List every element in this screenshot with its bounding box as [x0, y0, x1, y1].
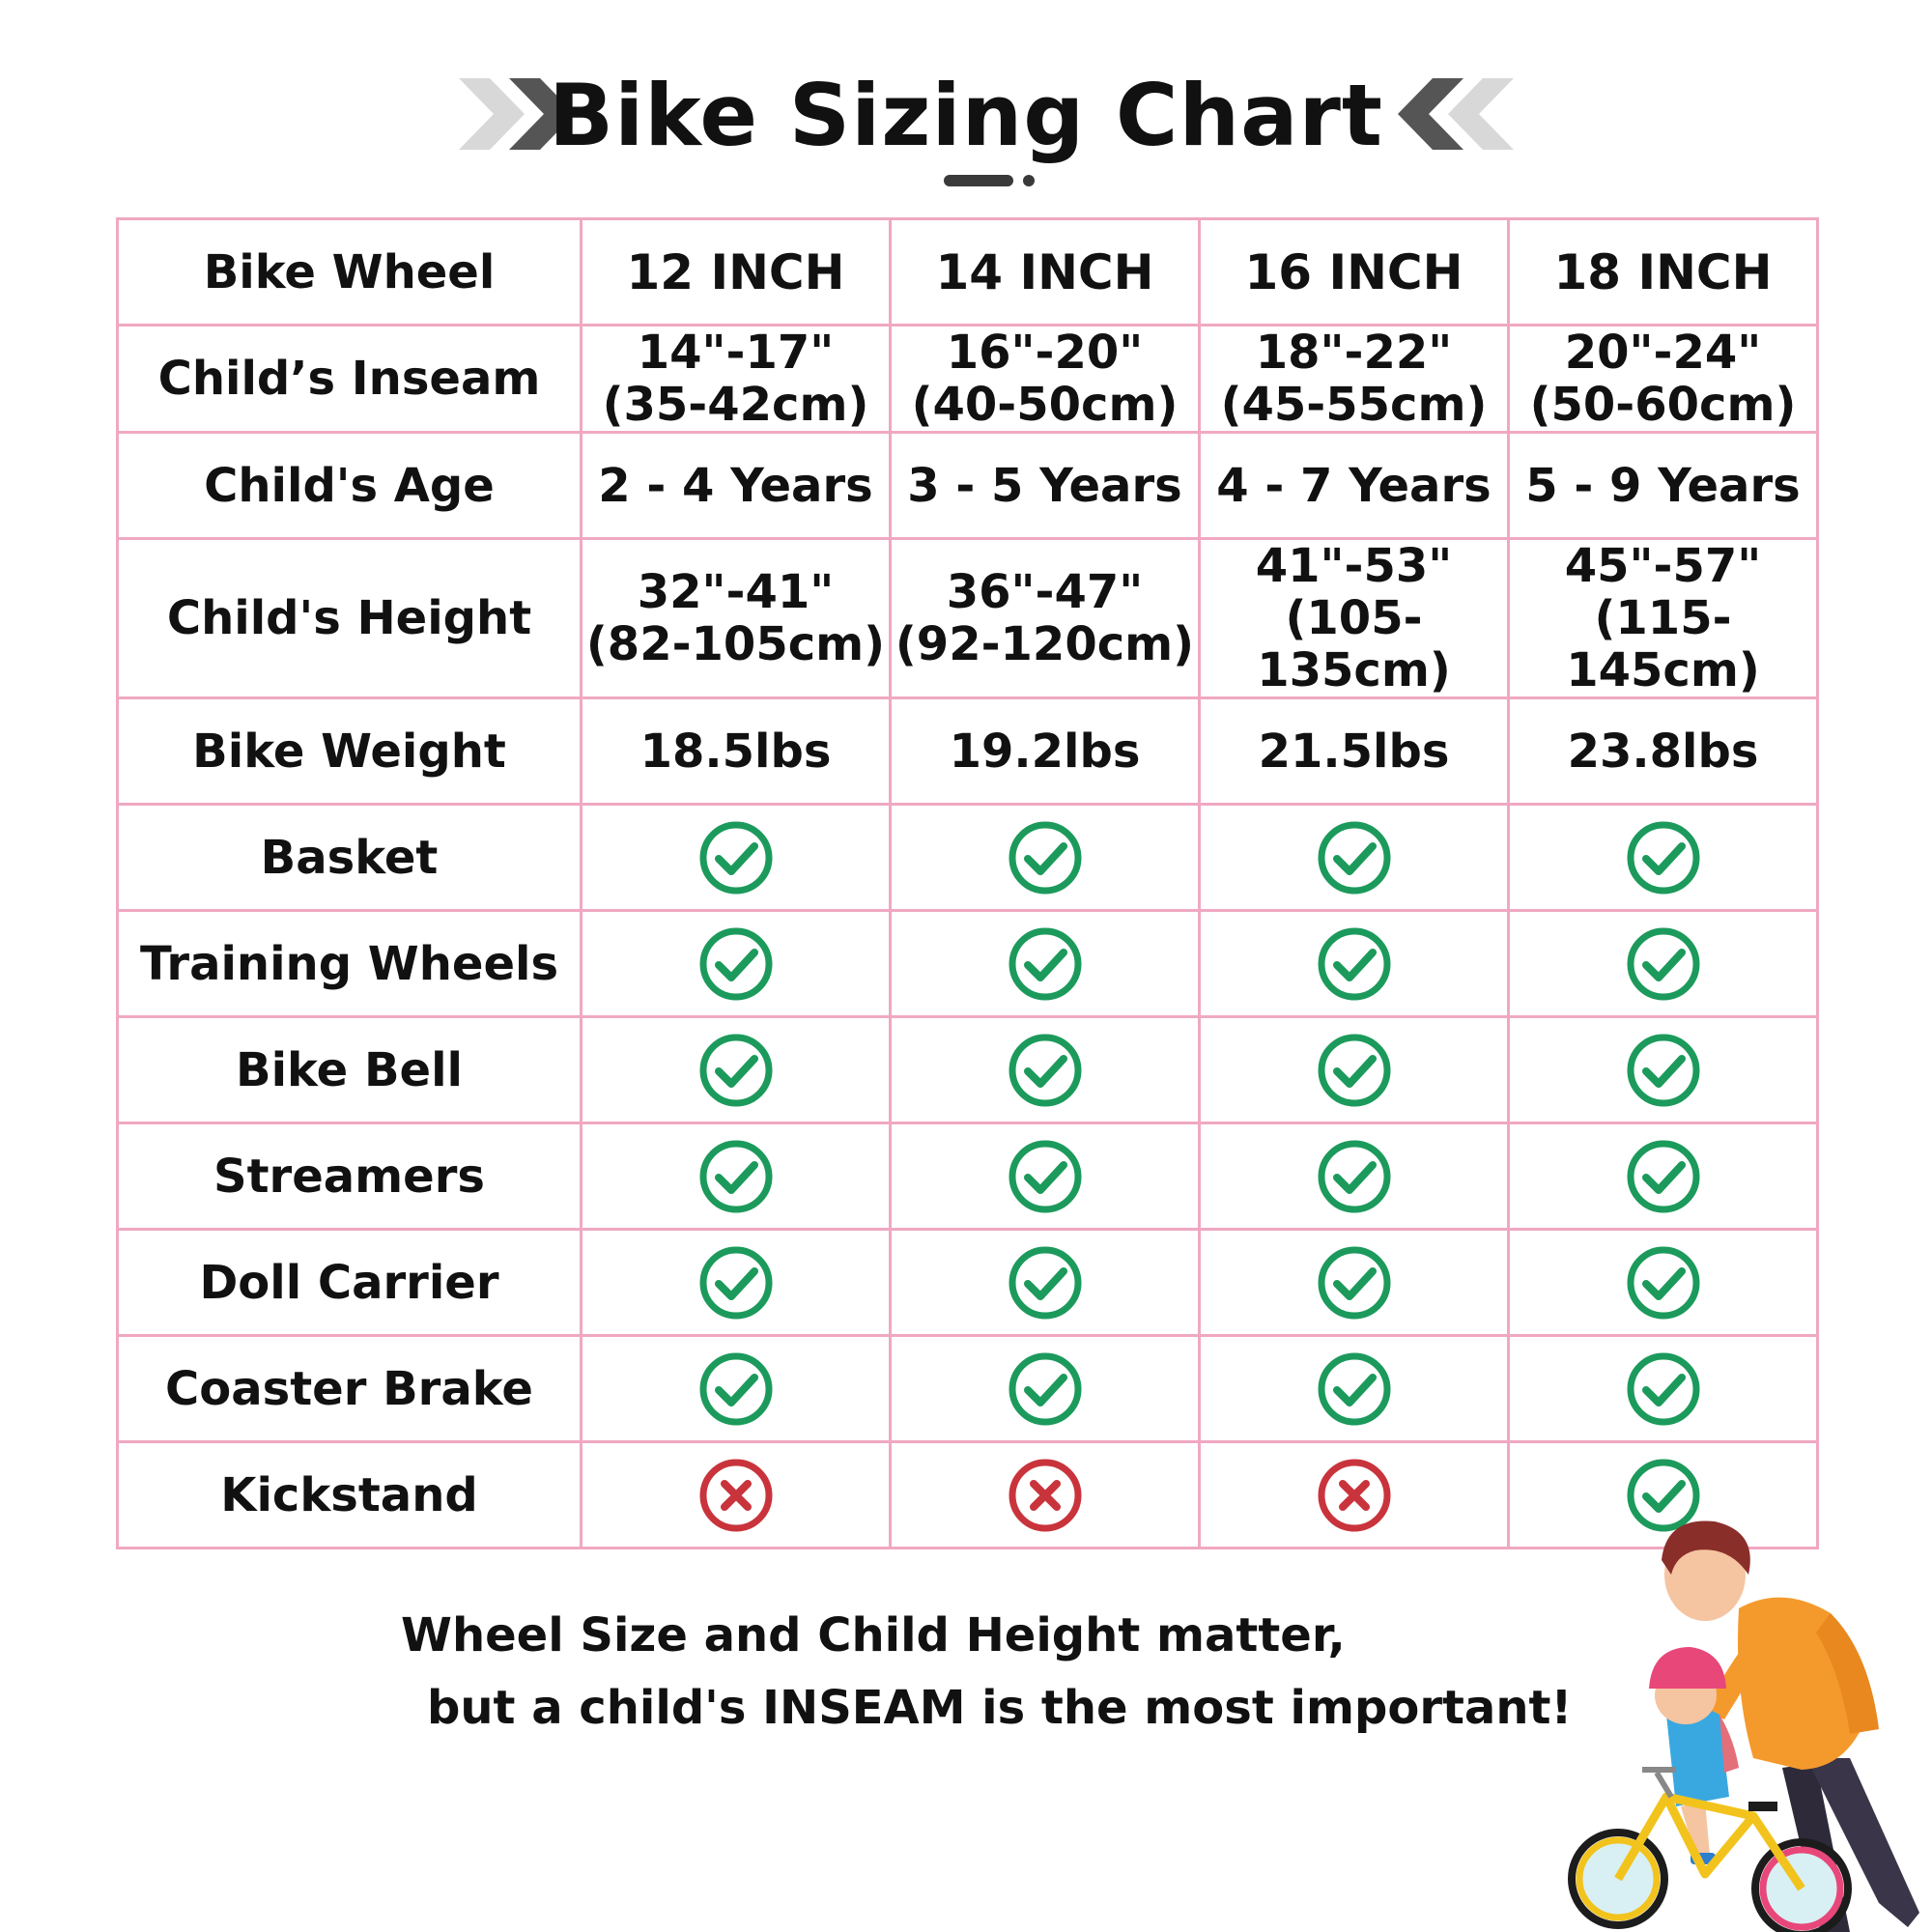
- feature-cell: [582, 911, 891, 1017]
- footer-note-line-1: Wheel Size and Child Height matter,: [401, 1608, 1346, 1662]
- footer-note-line-2: but a child's INSEAM is the most important!: [427, 1681, 1573, 1735]
- row-label: Kickstand: [118, 1442, 582, 1548]
- green-check-circle-icon: [1007, 1138, 1084, 1215]
- green-check-circle-icon: [697, 819, 775, 896]
- feature-cell: [1200, 1123, 1509, 1230]
- table-cell: [582, 539, 891, 698]
- green-check-circle-icon: [1625, 1350, 1702, 1428]
- feature-cell: [1509, 1123, 1818, 1230]
- feature-cell: [891, 805, 1200, 911]
- cell-line: (115-145cm): [1566, 591, 1760, 697]
- cell-line: (35-42cm): [602, 378, 869, 432]
- green-check-circle-icon: [1316, 1244, 1393, 1321]
- cell-line: (92-120cm): [895, 617, 1195, 671]
- feature-cell: [582, 1017, 891, 1123]
- table-row: [118, 433, 1818, 539]
- page-title: Bike Sizing Chart: [549, 66, 1383, 165]
- feature-cell: [1200, 911, 1509, 1017]
- feature-cell: [1200, 805, 1509, 911]
- cell-line: 14"-17": [637, 326, 835, 380]
- table-cell: [1509, 698, 1818, 805]
- table-cell: [1509, 326, 1818, 433]
- red-x-circle-icon: [1316, 1457, 1393, 1534]
- feature-cell: [891, 911, 1200, 1017]
- row-label: Bike Bell: [118, 1017, 582, 1123]
- table-cell: [1200, 698, 1509, 805]
- table-row: [118, 539, 1818, 698]
- cell-line: (82-105cm): [585, 617, 886, 671]
- parent-child-bike-illustration: [1560, 1517, 1932, 1932]
- feature-cell: [1509, 1336, 1818, 1442]
- wheel-size-header: 12 INCH: [582, 219, 891, 326]
- cell-line: 2 - 4 Years: [598, 458, 873, 513]
- feature-cell: [891, 1017, 1200, 1123]
- bike-sizing-table: [116, 217, 1819, 1549]
- table-row-bike-wheel: [118, 219, 1818, 326]
- green-check-circle-icon: [1316, 1350, 1393, 1428]
- cell-line: (40-50cm): [911, 378, 1179, 432]
- cell-line: 21.5lbs: [1258, 724, 1450, 779]
- green-check-circle-icon: [1316, 1138, 1393, 1215]
- green-check-circle-icon: [697, 1244, 775, 1321]
- green-check-circle-icon: [1007, 1350, 1084, 1428]
- feature-cell: [891, 1442, 1200, 1548]
- cell-line: 41"-53": [1255, 539, 1453, 593]
- feature-cell: [891, 1230, 1200, 1336]
- table-row: [118, 805, 1818, 911]
- feature-cell: [1509, 805, 1818, 911]
- red-x-circle-icon: [1007, 1457, 1084, 1534]
- table-cell: [582, 698, 891, 805]
- table-cell: [582, 326, 891, 433]
- green-check-circle-icon: [1316, 1032, 1393, 1109]
- feature-cell: [1509, 1017, 1818, 1123]
- row-label: Child’s Inseam: [118, 326, 582, 433]
- cell-line: 23.8lbs: [1567, 724, 1759, 779]
- cell-line: 45"-57": [1564, 539, 1762, 593]
- feature-cell: [582, 1123, 891, 1230]
- table-row: [118, 1123, 1818, 1230]
- green-check-circle-icon: [697, 925, 775, 1003]
- table-cell: [1509, 433, 1818, 539]
- feature-cell: [1200, 1230, 1509, 1336]
- row-label: Bike Weight: [118, 698, 582, 805]
- cell-line: 32"-41": [637, 565, 835, 619]
- row-label: Doll Carrier: [118, 1230, 582, 1336]
- header: [0, 53, 1932, 198]
- row-label: Training Wheels: [118, 911, 582, 1017]
- cell-line: 3 - 5 Years: [907, 458, 1182, 513]
- cell-line: (50-60cm): [1529, 378, 1797, 432]
- feature-cell: [1200, 1442, 1509, 1548]
- table-row: [118, 911, 1818, 1017]
- green-check-circle-icon: [1625, 1032, 1702, 1109]
- feature-cell: [582, 1336, 891, 1442]
- row-label: Bike Wheel: [118, 219, 582, 326]
- feature-cell: [582, 1230, 891, 1336]
- green-check-circle-icon: [1625, 1244, 1702, 1321]
- table-cell: [891, 539, 1200, 698]
- cell-line: 18.5lbs: [639, 724, 832, 779]
- green-check-circle-icon: [697, 1138, 775, 1215]
- double-chevron-left-icon: [1388, 71, 1514, 157]
- green-check-circle-icon: [1625, 925, 1702, 1003]
- feature-cell: [1509, 911, 1818, 1017]
- cell-line: 19.2lbs: [949, 724, 1141, 779]
- row-label: Streamers: [118, 1123, 582, 1230]
- green-check-circle-icon: [1007, 1244, 1084, 1321]
- row-label: Basket: [118, 805, 582, 911]
- cell-line: 18"-22": [1255, 326, 1453, 380]
- table-cell: [1509, 539, 1818, 698]
- feature-cell: [891, 1123, 1200, 1230]
- table-cell: [891, 326, 1200, 433]
- table-cell: [891, 698, 1200, 805]
- green-check-circle-icon: [1316, 925, 1393, 1003]
- feature-cell: [891, 1336, 1200, 1442]
- green-check-circle-icon: [697, 1032, 775, 1109]
- table-cell: [1200, 326, 1509, 433]
- feature-cell: [1509, 1230, 1818, 1336]
- title-underline: [942, 171, 1038, 190]
- cell-line: 20"-24": [1564, 326, 1762, 380]
- table-cell: [1200, 433, 1509, 539]
- cell-line: 5 - 9 Years: [1525, 458, 1801, 513]
- feature-cell: [1200, 1017, 1509, 1123]
- table-row: [118, 326, 1818, 433]
- green-check-circle-icon: [1007, 925, 1084, 1003]
- table-row: [118, 1230, 1818, 1336]
- wheel-size-header: 16 INCH: [1200, 219, 1509, 326]
- cell-line: 36"-47": [946, 565, 1144, 619]
- cell-line: (105-135cm): [1257, 591, 1451, 697]
- green-check-circle-icon: [697, 1350, 775, 1428]
- cell-line: (45-55cm): [1220, 378, 1488, 432]
- green-check-circle-icon: [1007, 819, 1084, 896]
- table-row: [118, 1017, 1818, 1123]
- table-cell: [891, 433, 1200, 539]
- table-cell: [582, 433, 891, 539]
- green-check-circle-icon: [1625, 1138, 1702, 1215]
- feature-cell: [1200, 1336, 1509, 1442]
- table-row: [118, 1336, 1818, 1442]
- green-check-circle-icon: [1007, 1032, 1084, 1109]
- green-check-circle-icon: [1316, 819, 1393, 896]
- row-label: Child's Age: [118, 433, 582, 539]
- wheel-size-header: 18 INCH: [1509, 219, 1818, 326]
- red-x-circle-icon: [697, 1457, 775, 1534]
- table-row: [118, 698, 1818, 805]
- feature-cell: [582, 1442, 891, 1548]
- wheel-size-header: 14 INCH: [891, 219, 1200, 326]
- cell-line: 4 - 7 Years: [1216, 458, 1492, 513]
- green-check-circle-icon: [1625, 819, 1702, 896]
- table-cell: [1200, 539, 1509, 698]
- row-label: Coaster Brake: [118, 1336, 582, 1442]
- feature-cell: [582, 805, 891, 911]
- row-label: Child's Height: [118, 539, 582, 698]
- cell-line: 16"-20": [946, 326, 1144, 380]
